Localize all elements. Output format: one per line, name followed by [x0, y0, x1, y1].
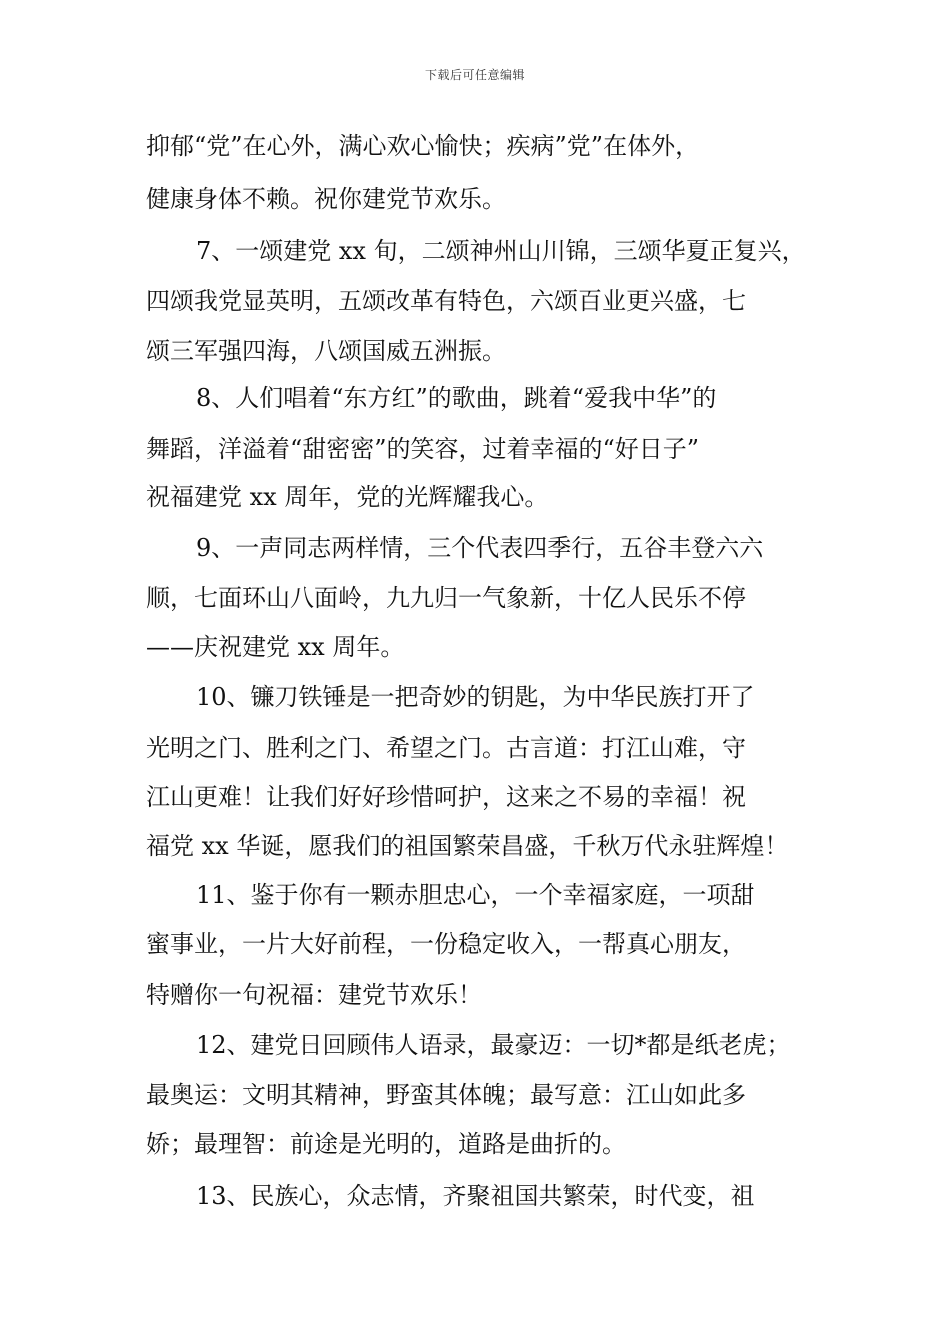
text-line: 颂三军强四海，八颂国威五洲振。 [146, 337, 506, 365]
text-line: 8、人们唱着“东方红”的歌曲，跳着“爱我中华”的 [196, 384, 717, 412]
text-line: 顺，七面环山八面岭，九九归一气象新，十亿人民乐不停 [146, 584, 746, 612]
text-line: ——庆祝建党 xx 周年。 [146, 633, 405, 661]
text-line: 最奥运：文明其精神，野蛮其体魄；最写意：江山如此多 [146, 1081, 746, 1109]
text-line: 抑郁“党”在心外，满心欢心愉快；疾病”党”在体外， [146, 132, 700, 160]
text-line: 蜜事业，一片大好前程，一份稳定收入，一帮真心朋友， [146, 930, 746, 958]
text-line: 江山更难！让我们好好珍惜呵护，这来之不易的幸福！祝 [146, 783, 746, 811]
text-line: 健康身体不赖。祝你建党节欢乐。 [146, 185, 506, 213]
text-line: 四颂我党显英明，五颂改革有特色，六颂百业更兴盛，七 [146, 287, 746, 315]
text-line: 12、建党日回顾伟人语录，最豪迈：一切*都是纸老虎； [196, 1031, 791, 1059]
text-line: 娇；最理智：前途是光明的，道路是曲折的。 [146, 1130, 626, 1158]
text-line: 13、民族心，众志情，齐聚祖国共繁荣，时代变，祖 [196, 1182, 755, 1210]
text-line: 11、鉴于你有一颗赤胆忠心，一个幸福家庭，一项甜 [196, 881, 755, 909]
text-line: 特赠你一句祝福：建党节欢乐！ [146, 981, 482, 1009]
text-line: 舞蹈，洋溢着“甜密密”的笑容，过着幸福的“好日子” [146, 435, 700, 463]
text-line: 9、一声同志两样情，三个代表四季行，五谷丰登六六 [196, 534, 764, 562]
text-line: 光明之门、胜利之门、希望之门。古言道：打江山难，守 [146, 734, 746, 762]
text-line: 7、一颂建党 xx 旬，二颂神州山川锦，三颂华夏正复兴， [196, 237, 806, 265]
page-header: 下载后可任意编辑 [424, 68, 525, 82]
text-line: 祝福建党 xx 周年，党的光辉耀我心。 [146, 483, 549, 511]
text-line: 福党 xx 华诞，愿我们的祖国繁荣昌盛，千秋万代永驻辉煌！ [146, 832, 789, 860]
text-line: 10、镰刀铁锤是一把奇妙的钥匙，为中华民族打开了 [196, 683, 755, 711]
